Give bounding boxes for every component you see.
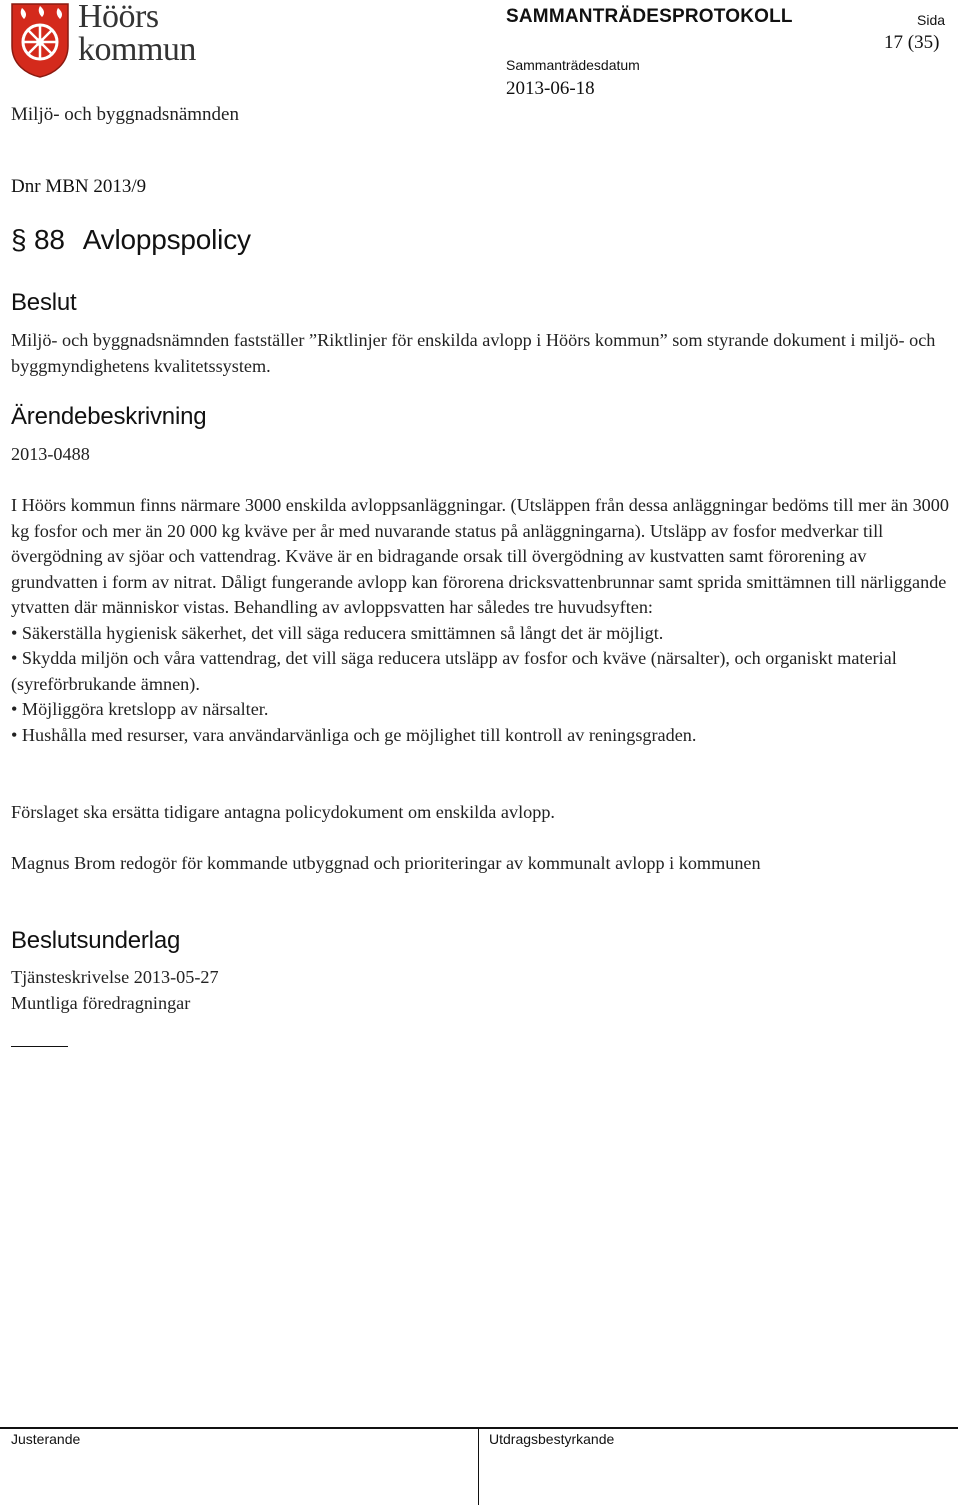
- page-number: 17 (35): [884, 32, 940, 53]
- arendebeskrivning-heading: Ärendebeskrivning: [11, 403, 207, 430]
- beslut-text: Miljö- och byggnadsnämnden fastställer ”Riktlinjer för enskilda avlopp i Höörs kommun” som styrande dokument i miljö- och byggmyndighetens kvalitetssystem.: [11, 330, 936, 376]
- beslut-heading: Beslut: [11, 289, 77, 316]
- list-item: Muntliga föredragningar: [11, 992, 191, 1013]
- bullet-item: • Skydda miljön och våra vattendrag, det vill säga reducera utsläpp av fosfor och kväve (närsalter), och organiskt material (syreförbrukande ämnen).: [11, 648, 897, 694]
- document-type: SAMMANTRÄDESPROTOKOLL: [506, 6, 793, 27]
- wordmark-line-1: Höörs: [78, 0, 159, 35]
- utdragsbestyrkande-label: Utdragsbestyrkande: [489, 1431, 615, 1447]
- footer-column-divider: [478, 1428, 479, 1505]
- arende-number: 2013-0488: [11, 444, 90, 464]
- kommun-wordmark: [78, 0, 196, 66]
- arende-description-block: [11, 493, 951, 748]
- bullet-item: • Säkerställa hygienisk säkerhet, det vill säga reducera smittämnen så långt det är möjligt.: [11, 622, 664, 643]
- justerande-label: Justerande: [11, 1431, 81, 1447]
- replacement-note: Förslaget ska ersätta tidigare antagna policydokument om enskilda avlopp.: [11, 802, 555, 822]
- section-title-text: Avloppspolicy: [82, 224, 251, 255]
- wordmark-line-2: kommun: [78, 31, 196, 68]
- beslutsunderlag-list: [11, 965, 951, 1016]
- magnus-note: Magnus Brom redogör för kommande utbyggnad och prioriteringar av kommunalt avlopp i kommunen: [11, 853, 761, 873]
- arende-description: I Höörs kommun finns närmare 3000 enskilda avloppsanläggningar. (Utsläppen från dessa anläggningar bedöms till mer än 3000 kg fosfor och mer än 20 000 kg kväve per år med nuvarande status på anläggningarna). Utsläpp av fosfor medverkar till övergödning av sjöar och vattendrag. Kväve är en bidragande orsak till övergödning av kustvatten samt förorening av grundvatten i form av nitrat. Dåligt fungerande avlopp kan förorena dricksvattenbrunnar samt sprida smittämnen till närliggande ytvatten där människor vistas. Behandling av avloppsvatten har således tre huvudsyften:: [11, 495, 949, 617]
- section-title: [11, 224, 251, 256]
- meeting-date-label: Sammanträdesdatum: [506, 57, 640, 73]
- department-name: Miljö- och byggnadsnämnden: [11, 104, 239, 125]
- bullet-item: • Möjliggöra kretslopp av närsalter.: [11, 699, 269, 719]
- meeting-date: 2013-06-18: [506, 78, 595, 99]
- section-number: § 88: [11, 224, 65, 255]
- page-label: Sida: [917, 12, 946, 28]
- list-item: Tjänsteskrivelse 2013-05-27: [11, 967, 219, 987]
- kommun-coat-of-arms-logo: [10, 2, 70, 78]
- end-divider: [11, 1046, 68, 1047]
- beslutsunderlag-heading: Beslutsunderlag: [11, 927, 181, 954]
- footer-rule: [0, 1427, 958, 1429]
- diary-number: Dnr MBN 2013/9: [11, 176, 147, 197]
- bullet-item: • Hushålla med resurser, vara användarvänliga och ge möjlighet till kontroll av reningsgraden.: [11, 724, 697, 745]
